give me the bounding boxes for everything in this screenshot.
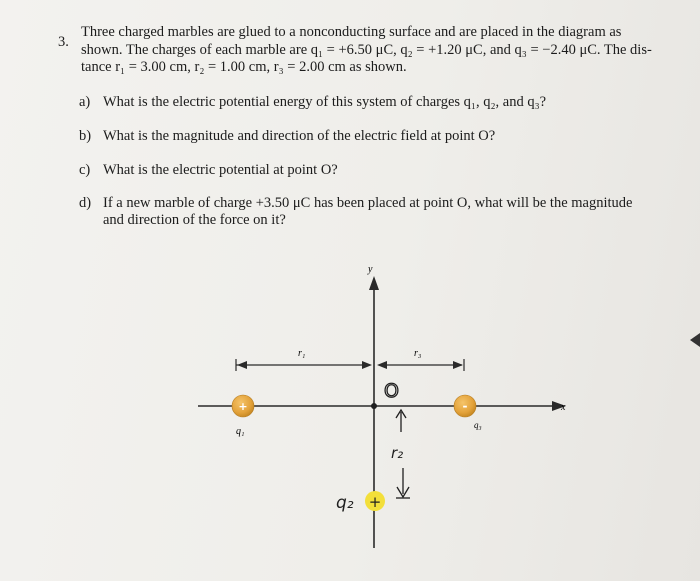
statement-line: Three charged marbles are glued to a nonconducting surface and are placed in the diagram as (81, 24, 622, 40)
r1-arrow-right (362, 361, 372, 369)
q2-handwritten-sign: + (368, 493, 382, 511)
q1-sign: + (238, 400, 248, 413)
question-letter: c) (79, 162, 91, 178)
q3-label: q₃ (474, 420, 482, 430)
y-axis-arrowhead (369, 276, 379, 290)
x-axis-label: x (561, 402, 566, 413)
r2-handwritten-label: r₂ (391, 444, 404, 462)
r1-arrow-left (237, 361, 247, 369)
question-text: What is the magnitude and direction of the electric field at point O? (103, 128, 496, 144)
question-d-continuation: and direction of the force on it? (103, 212, 286, 228)
r3-label: r₃ (414, 348, 422, 359)
statement-line: shown. The charges of each marble are q₁ = +6.50 μC, q₂ = +1.20 μC, and q₃ = −2.40 μC. The dis- (81, 41, 652, 58)
q3-sign: - (462, 399, 468, 413)
r3-arrow-right (453, 361, 463, 369)
question-text: If a new marble of charge +3.50 μC has been placed at point O, what will be the magnitude (103, 195, 633, 211)
q2-handwritten-label: q₂ (336, 493, 354, 513)
question-letter: a) (79, 94, 91, 110)
origin-handwritten-label: O (384, 380, 399, 402)
statement-line: tance r₁ = 3.00 cm, r₂ = 1.00 cm, r₃ = 2.00 cm as shown. (81, 59, 407, 75)
r3-arrow-left (377, 361, 387, 369)
q1-label: q₁ (236, 426, 245, 437)
question-text: What is the electric potential energy of this system of charges q₁, q₂, and q₃? (103, 94, 547, 110)
r1-label: r₁ (298, 348, 306, 359)
origin-point (371, 403, 377, 409)
page-edge-arrow-mark (690, 333, 700, 347)
question-letter: b) (79, 128, 92, 144)
question-text: What is the electric potential at point O? (103, 162, 338, 178)
problem-number: 3. (58, 34, 69, 50)
question-letter: d) (79, 195, 92, 211)
y-axis-label: y (368, 264, 373, 275)
